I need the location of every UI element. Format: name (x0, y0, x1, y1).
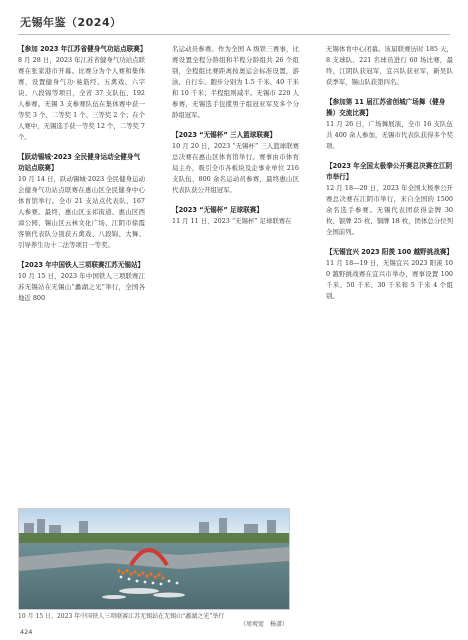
article-block (18, 152, 145, 251)
article-block (326, 161, 453, 238)
article-title: 【参加 2023 年江苏省健身气功站点联赛】 (18, 45, 147, 53)
column-1 (18, 44, 145, 313)
article-block (326, 97, 453, 152)
column-3 (326, 44, 453, 311)
article-body: 11 月 26 日，广场舞展演，全市 16 支队伍共 400 余人参加，无锡市代表队获得多个奖项。 (326, 120, 453, 150)
triathlon-photo (18, 508, 290, 610)
article-body: 12 月 18—20 日，2023 年全国太极拳公开赛总决赛在江阴市举行，来自全国的 1500 余名选手参赛。无锡代表团获得金牌 30 枚、银牌 25 枚、铜牌 18 枚，团体总分位列全国前列。 (326, 184, 453, 236)
header-divider (18, 34, 450, 35)
article-block (172, 44, 299, 121)
article-body: 10 月 14 日，跃动锡城·2023 全民健身运动会健身气功站点联赛在惠山区全民健身中心体育馆举行。全市 21 支站点代表队、167 人参赛。最终，惠山区玉祁街道、惠山区西漳公园、锡山区云林文化广场、江阴市徐霞客镇代表队分别获五禽戏、八段锦、大舞、引导养生功十二法等项目一等奖。 (18, 175, 145, 249)
article-body: 名运动员参赛。作为全国 A 级铁三赛事，比赛设置全程分龄组和半程分龄组共 26 个组别，全程组比赛距离按奥运会标准设置，游泳、自行车、跑步分别为 1.5 千米、40 千米和 10 千米；半程组则减半。无锡市 220 人参赛，无锡选手包揽男子组冠亚军及多个分龄组冠军。 (172, 45, 299, 119)
photo-credit: （周观宽 杨潇） (239, 621, 288, 628)
article-body: 8 月 28 日，2023 年江苏省健身气功站点联赛在张家港市开幕。比赛分为个人赛和集体赛，设置健身气功·易筋经、五禽戏、六字诀、八段锦等项目，全省 37 支队伍、192 人参赛。无锡 3 支参赛队伍在集体赛中获一等奖 3 个、二等奖 1 个、三等奖 2 个；在个人赛中，无锡选手获一等奖 12 个，二等奖 7 个。 (18, 56, 145, 141)
page-number: 424 (20, 628, 33, 636)
article-body: 10 月 15 日，2023 年中国铁人三项联赛江苏无锡站在无锡山“蠡湖之光”举行，全国各地近 800 (18, 272, 145, 302)
photo-caption: 10 月 15 日，2023 年中国铁人三项联赛江苏无锡站在无锡山“蠡湖之光”举行 (18, 613, 225, 620)
article-title: 【2023 年中国铁人三项联赛江苏无锡站】 (18, 261, 145, 269)
page-header-title: 无锡年鉴（2024） (20, 16, 122, 29)
article-block (326, 44, 453, 88)
article-block (326, 247, 453, 302)
article-body: 11 月 11 日，2023 “无锡杯” 足球联赛在 (172, 217, 292, 225)
article-block (172, 205, 299, 227)
article-body: 无锡体育中心闭幕。该届联赛历时 185 天，8 支球队、221 名球员进行 60 场比赛，最终，江阴队获冠军，宜兴队获亚军，新吴队获季军，锡山队获第四名。 (326, 45, 453, 86)
article-title: 【参加第 11 届江苏省创城广场舞（健身操）交流比赛】 (326, 98, 446, 117)
column-2 (172, 44, 299, 236)
triathlon-photo-illustration (19, 509, 289, 609)
article-title: 【跃动锡城·2023 全民健身运动全健身气功站点联赛】 (18, 153, 141, 172)
article-body: 10 月 20 日，2023 “无锡杯” 三人篮球联赛总决赛在惠山区体育馆举行。赛事由市体育局主办，吸引全市各板块及企事业单位 216 支队伍、800 余名运动员参赛，最终惠山区代表队获公开组冠军。 (172, 142, 299, 194)
article-block (172, 130, 299, 196)
article-block (18, 260, 145, 304)
article-title: 【2023 “无锡杯” 足球联赛】 (172, 206, 263, 214)
article-body: 11 月 18—19 日，无锡宜兴 2023 阳羡 100 越野挑战赛在宜兴市举办，赛事设置 100 千米、50 千米、30 千米和 5 千米 4 个组别。 (326, 259, 453, 300)
article-title: 【2023 年全国太极拳公开赛总决赛在江阴市举行】 (326, 162, 453, 181)
article-block (18, 44, 145, 143)
article-title: 【2023 “无锡杯” 三人篮球联赛】 (172, 131, 277, 139)
article-title: 【无锡宜兴 2023 阳羡 100 越野挑战赛】 (326, 248, 454, 256)
